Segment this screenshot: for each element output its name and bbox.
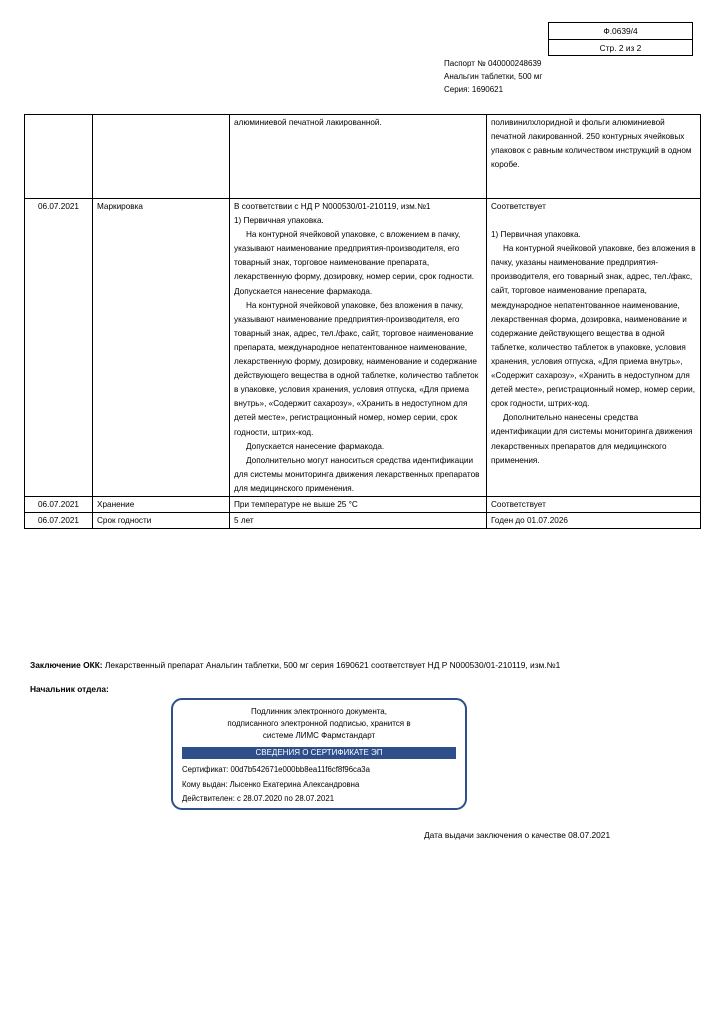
certificate-number: Сертификат: 00d7b542671e000bb8ea11f6cf8f96ca3a: [182, 765, 370, 774]
certificate-header: СВЕДЕНИЯ О СЕРТИФИКАТЕ ЭП: [182, 747, 456, 759]
date-cell: 06.07.2021: [25, 513, 93, 529]
requirement-cell: [230, 199, 487, 497]
product-name: Анальгин таблетки, 500 мг: [444, 72, 543, 81]
stamp-line: подписанного электронной подписью, хранится в: [227, 719, 411, 728]
requirement-paragraph: На контурной ячейковой упаковке, без вложения в пачку, указывают наименование предприятия-производителя, его товарный знак, адрес, тел./факс, сайт, торговое наименование препарата, международное непатентованное наименование, лекарственную форму, дозировку, наименование и содержание действующего вещества в одной таблетке, количество таблеток в упаковке, условия хранения, условия отпуска, «Для приема внутрь», «Содержит сахарозу», «Хранить в недоступном для детей месте», регистрационный номер, номер серии, срок годности, штрих-код.: [234, 300, 479, 437]
conclusion-text: Лекарственный препарат Анальгин таблетки, 500 мг серия 1690621 соответствует НД Р N000530/01-210119, изм.№1: [102, 660, 561, 670]
conclusion: [30, 657, 630, 673]
table-row: [25, 115, 701, 199]
signature-stamp: [171, 698, 467, 810]
result-cell: Соответствует: [487, 496, 701, 512]
requirement-paragraph: В соответствии с НД Р N000530/01-210119, изм.№1: [234, 202, 431, 211]
conclusion-label: Заключение ОКК:: [30, 660, 103, 670]
date-cell: 06.07.2021: [25, 496, 93, 512]
form-code: Ф.0639/4: [549, 23, 692, 40]
requirement-cell: 5 лет: [230, 513, 487, 529]
result-paragraph: Дополнительно нанесены средства идентификации для системы мониторинга движения лекарственных препаратов для медицинского применения.: [491, 413, 693, 465]
table-row: [25, 513, 701, 529]
requirement-paragraph: Дополнительно могут наноситься средства идентификации для системы мониторинга движения лекарственных препаратов для медицинского применения.: [234, 455, 480, 493]
result-paragraph: 1) Первичная упаковка.: [491, 230, 581, 240]
results-table: [24, 114, 701, 529]
certificate-validity: Действителен: с 28.07.2020 по 28.07.2021: [182, 794, 335, 803]
indicator-cell: Маркировка: [93, 199, 230, 497]
indicator-cell: Хранение: [93, 496, 230, 512]
result-cell: поливинилхлоридной и фольги алюминиевой печатной лакированной. 250 контурных ячейковых упаковок с равным количеством инструкций в одном коробе.: [491, 118, 692, 170]
requirement-paragraph: На контурной ячейковой упаковке, с вложением в пачку, указывают наименование предприятия-производителя, его товарный знак, торговое наименование препарата, лекарственную форму, дозировку, номер серии, срок годности. Допускается нанесение фармакода.: [234, 230, 475, 296]
passport-number: Паспорт № 040000248639: [444, 59, 542, 68]
result-paragraph: Соответствует: [491, 202, 546, 211]
stamp-line: Подлинник электронного документа,: [251, 707, 387, 716]
requirement-cell: При температуре не выше 25 °С: [230, 496, 487, 512]
form-code-box: [548, 22, 693, 56]
result-cell: [487, 199, 701, 497]
table-row: [25, 199, 701, 497]
issue-date: Дата выдачи заключения о качестве 08.07.2021: [424, 830, 611, 840]
table-row: [25, 496, 701, 512]
head-of-department: Начальник отдела:: [30, 684, 109, 694]
series-number: Серия: 1690621: [444, 85, 504, 94]
requirement-cell: алюминиевой печатной лакированной.: [234, 118, 382, 127]
result-cell: Годен до 01.07.2026: [487, 513, 701, 529]
stamp-line: системе ЛИМС Фармстандарт: [262, 731, 376, 740]
requirement-paragraph: Допускается нанесение фармакода.: [246, 441, 385, 451]
date-cell: 06.07.2021: [25, 199, 93, 497]
requirement-paragraph: 1) Первичная упаковка.: [234, 216, 324, 226]
indicator-cell: Срок годности: [93, 513, 230, 529]
certificate-owner: Кому выдан: Лысенко Екатерина Александровна: [182, 780, 360, 789]
result-paragraph: На контурной ячейковой упаковке, без вложения в пачку, указаны наименование предприятия-производителя, его товарный знак, адрес, тел./факс, сайт, торговое наименование препарата, международное непатентованное наименование, лекарственная форма, дозировка, наименование и содержание действующего вещества в одной таблетке, количество таблеток в упаковке, условия хранения, условия отпуска, «Для приема внутрь», «Содержит сахарозу», «Хранить в недоступном для детей месте», регистрационный номер, номер серии, срок годности, штрих-код.: [491, 244, 696, 409]
page-number: Стр. 2 из 2: [599, 43, 642, 53]
